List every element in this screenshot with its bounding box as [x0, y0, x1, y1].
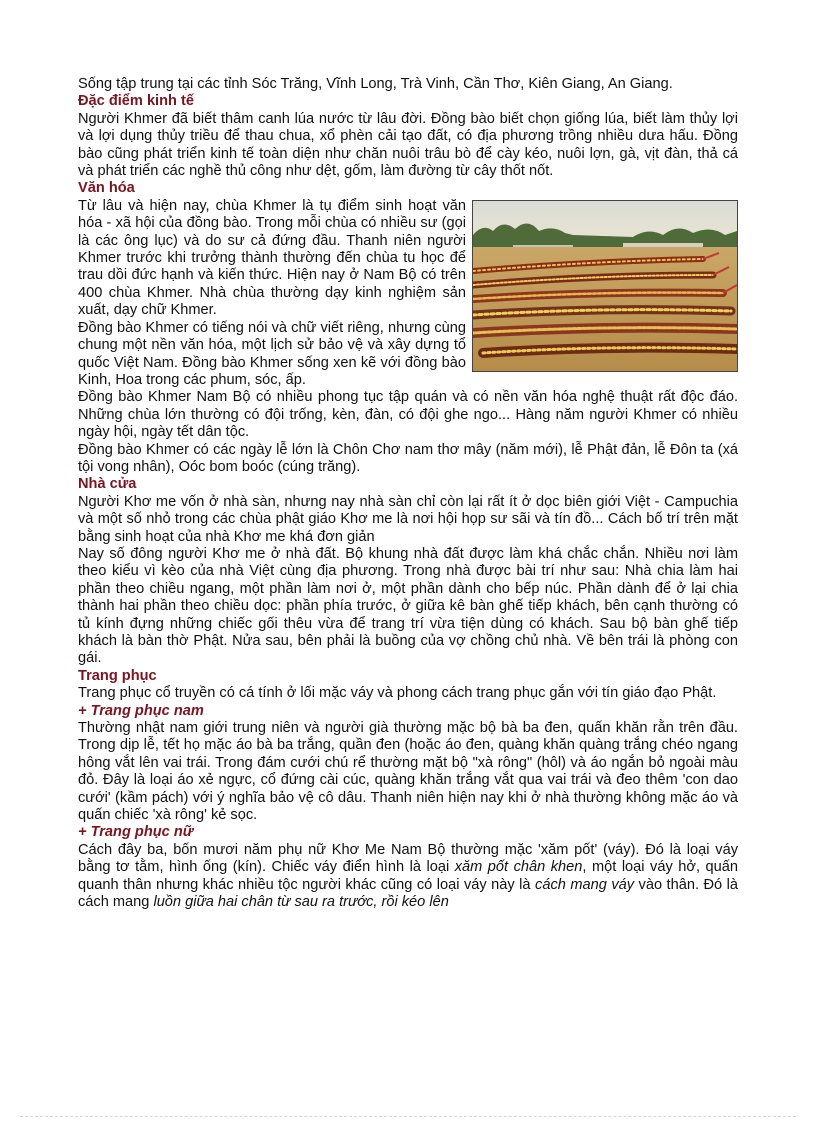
- culture-paragraph-1: Từ lâu và hiện nay, chùa Khmer là tụ điểm sinh hoạt văn hóa - xã hội của đồng bào. Trong mỗi chùa có nhiều sư (gọi là các ông lục) và do sư cả đứng đầu. Thanh niên người Khmer trước khi trưởng thành thường đến chùa tu học để trau dồi đức hạnh và kiến thức. Hiện nay ở Nam Bộ có trên 400 chùa Khmer. Nhà chùa thường dạy kinh nghiệm sản xuất, dạy chữ Khmer.: [78, 197, 466, 319]
- heading-economy: Đặc điểm kinh tế: [78, 93, 194, 110]
- heading-house: Nhà cửa: [78, 476, 137, 493]
- costume-women-paragraph: [78, 842, 738, 912]
- women-text-a: Cách đây ba, bốn mươi năm phụ nữ Khơ Me Nam Bộ thường mặc 'xăm pốt' (váy). Đó là loại váy bằng tơ tằm, hình ống (kín). Chiếc váy điển hình là loại: [78, 841, 738, 876]
- women-text-c: , một loại váy hở, quấn quanh thân nhưng khác nhiều tộc người khác cũng có loại váy này là: [78, 859, 738, 893]
- economy-paragraph: Người Khmer đã biết thâm canh lúa nước từ lâu đời. Đồng bào biết chọn giống lúa, biết làm thủy lợi và lợi dụng thủy triều để thau chua, xổ phèn cải tạo đất, có địa phương trồng nhiều dưa hấu. Đồng bào cũng phát triển kinh tế toàn diện như chăn nuôi trâu bò để cày kéo, nuôi lợn, gà, vịt đàn, thả cá và phát triển các nghề thủ công như dệt, gốm, làm đường từ cây thốt nốt.: [78, 110, 738, 180]
- culture-paragraph-4: Đồng bào Khmer có các ngày lễ lớn là Chôn Chơ nam thơ mây (năm mới), lễ Phật đản, lễ Đôn ta (xá tội vong nhân), Oóc bom boóc (cúng trăng).: [78, 441, 738, 475]
- costume-men-paragraph: Thường nhật nam giới trung niên và người già thường mặc bộ bà ba đen, quấn khăn rằn trên đầu. Trong dịp lễ, tết họ mặc áo bà ba trắng, quần đen (hoặc áo đen, quàng khăn quàng trắng chéo ngang hông vắt lên vai trái. Trong đám cưới chú rể thường mặt bộ "xà rông" (hôl) và áo ngắn bỏ ngoài màu đỏ. Đây là loại áo xẻ ngực, cổ đứng cài cúc, quàng khăn trắng vắt qua vai trái và đeo thêm 'con dao cưới' (kầm pách) với ý nghĩa bảo vệ cô dâu. Thanh niên hiện nay khi ở nhà thường không mặc áo và quấn chiếc 'xà rông' kẻ sọc.: [78, 720, 738, 824]
- women-text-d: cách mang váy: [535, 876, 635, 893]
- culture-paragraph-3: Đồng bào Khmer Nam Bộ có nhiều phong tục tập quán và có nền văn hóa nghệ thuật rất độc đáo. Những chùa lớn thường có đội trống, kèn, đàn, có đội ghe ngo... Hàng năm người Khmer có nhiều ngày hội, ngày tết dân tộc.: [78, 389, 738, 441]
- page-bottom-divider: [20, 1116, 796, 1117]
- house-paragraph-2: Nay số đông người Khơ me ở nhà đất. Bộ khung nhà đất được làm khá chắc chắn. Nhiều nơi làm theo kiểu vì kèo của nhà Việt cùng địa phương. Trong nhà được bài trí như sau: Nhà chia làm hai phần theo chiều ngang, một phần làm nơi ở, một phần dành cho bếp núc. Phần dành để ở lại chia thành hai phần theo chiều dọc: phần phía trước, ở giữa kê bàn ghế tiếp khách, bên cạnh thường có tủ kính đựng những chiếc gối thêu vừa để trang trí vừa tiện dùng có khách. Sau bộ bàn ghế tiếp khách là bàn thờ Phật. Nửa sau, bên phải là buồng của vợ chồng chủ nhà. Về bên trái là phòng con gái.: [78, 545, 738, 667]
- heading-costume-men: + Trang phục nam: [78, 702, 204, 719]
- women-text-f: luồn giữa hai chân từ sau ra trước, rồi kéo lên: [153, 894, 449, 911]
- intro-paragraph: Sống tập trung tại các tỉnh Sóc Trăng, Vĩnh Long, Trà Vinh, Cần Thơ, Kiên Giang, An Giang.: [78, 76, 673, 92]
- boat-race-photo: [472, 200, 738, 372]
- heading-costume-women: + Trang phục nữ: [78, 824, 194, 841]
- women-text-e: vào thân. Đó là cách mang: [78, 876, 738, 911]
- boat-race-illustration: [473, 201, 737, 371]
- document-page: [78, 76, 738, 912]
- heading-culture: Văn hóa: [78, 180, 135, 197]
- costume-paragraph: Trang phục cổ truyền có cá tính ở lối mặc váy và phong cách trang phục gắn với tín giáo đạo Phật.: [78, 685, 717, 702]
- women-text-b: xăm pốt chân khen: [454, 859, 583, 876]
- house-paragraph-1: Người Khơ me vốn ở nhà sàn, nhưng nay nhà sàn chỉ còn lại rất ít ở dọc biên giới Việt - Campuchia và một số nhỏ trong các chùa phật giáo Khơ me là nơi hội họp sư sãi và tín đồ... Cách bố trí trên mặt bằng sinh hoạt của nhà Khơ me khá đơn giản: [78, 493, 738, 545]
- culture-paragraph-2: Đồng bào Khmer có tiếng nói và chữ viết riêng, nhưng cùng chung một nền văn hóa, một lịch sử bảo vệ và xây dựng tổ quốc Việt Nam. Đồng bào Khmer sống xen kẽ với đồng bào Kinh, Hoa trong các phum, sóc, ấp.: [78, 319, 466, 388]
- heading-costume: Trang phục: [78, 667, 157, 684]
